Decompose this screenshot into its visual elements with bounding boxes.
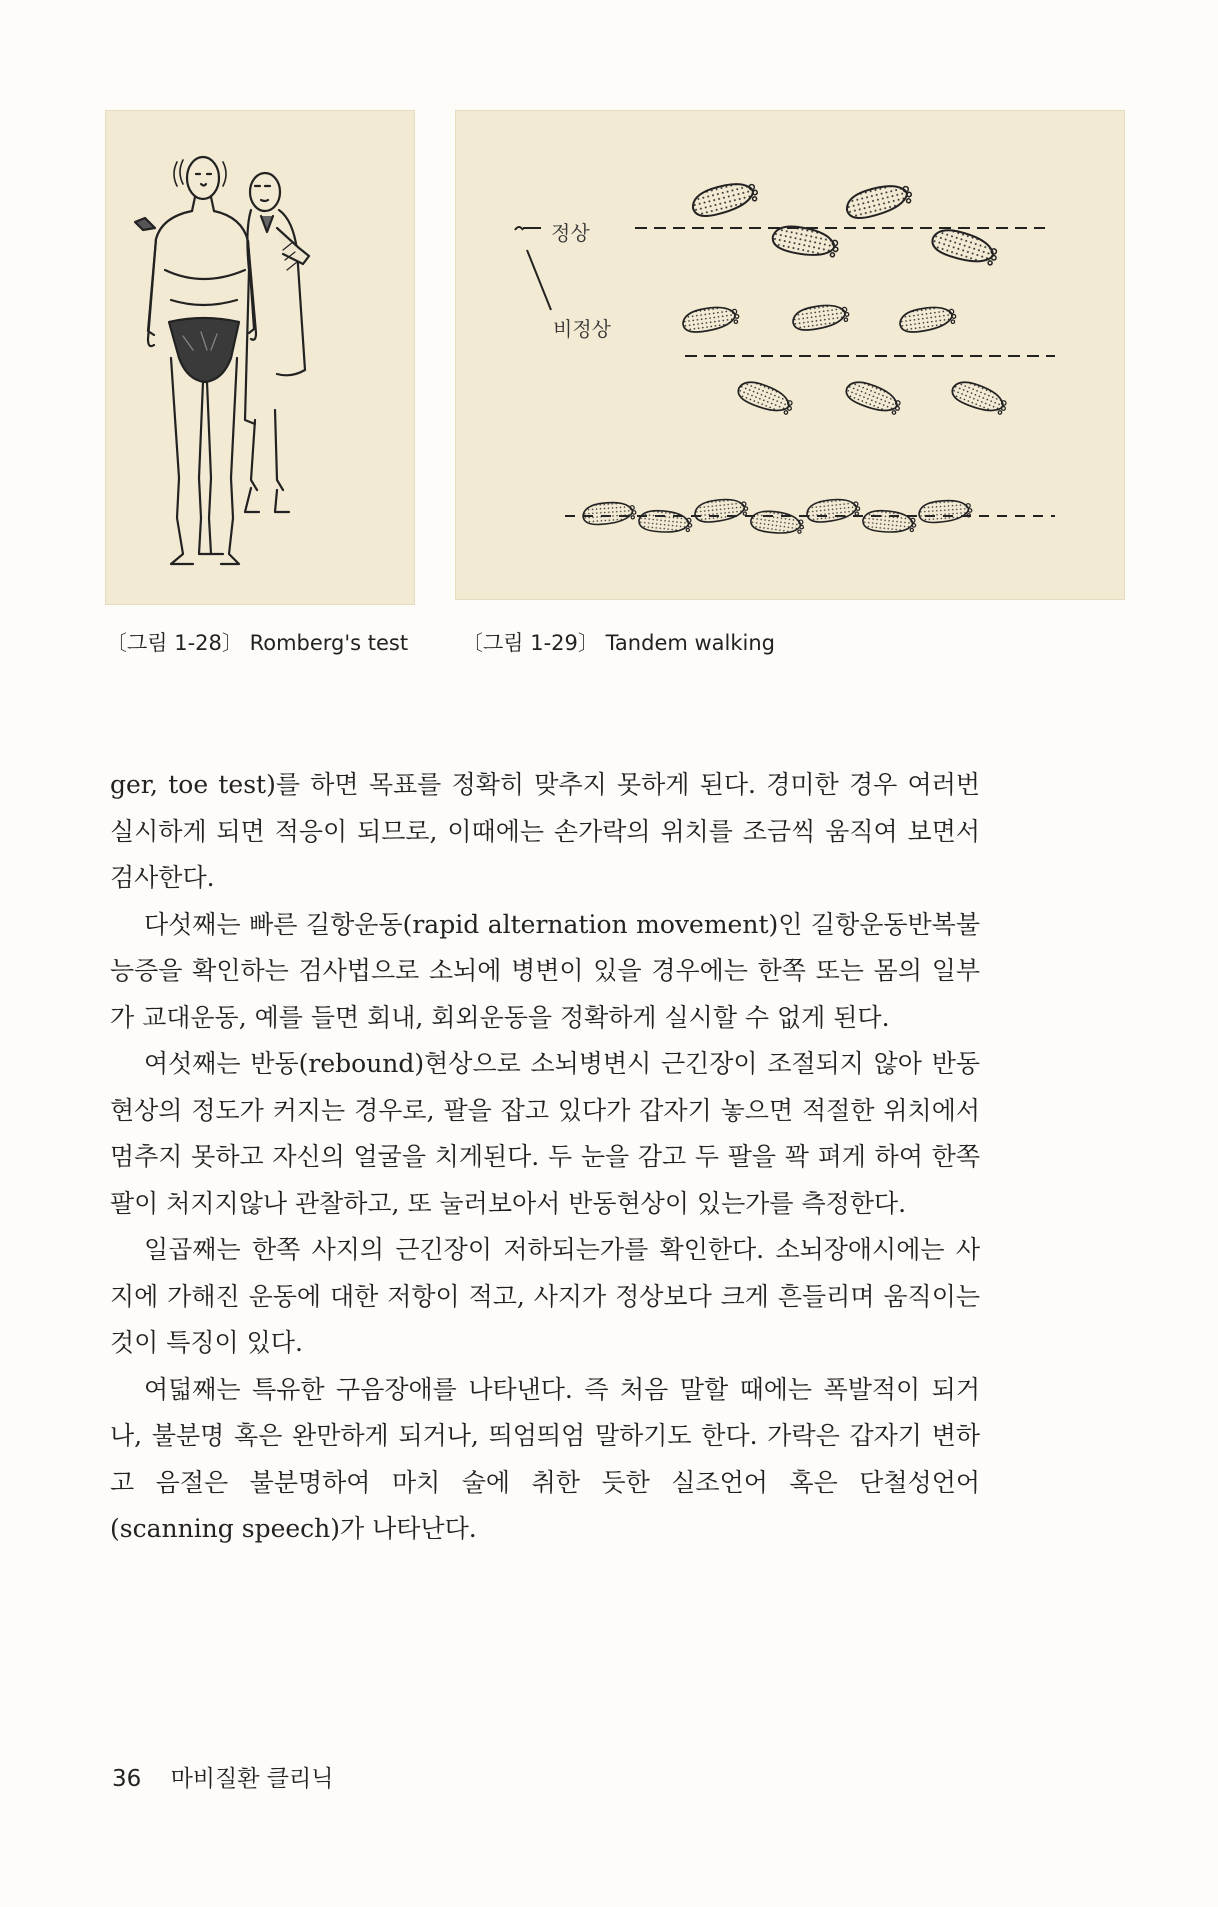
romberg-illustration — [105, 110, 415, 605]
label-normal: 정상 — [551, 221, 590, 245]
paragraph: 여섯째는 반동(rebound)현상으로 소뇌병변시 근긴장이 조절되지 않아 반동현상의 정도가 커지는 경우로, 팔을 잡고 있다가 갑자기 놓으면 적절한 위치에서 멈추지 못하고 자신의 얼굴을 치게된다. 두 눈을 감고 두 팔을 꽉 펴게 하여 한쪽 팔이 처지지않나 관찰하고, 또 눌러보아서 반동현상이 있는가를 측정한다. — [110, 1049, 980, 1218]
figure-caption-romberg: 〔그림 1-28〕 Romberg's test — [106, 631, 409, 655]
figure-tandem-walking — [455, 110, 1125, 600]
tandem-walking-diagram — [455, 110, 1125, 600]
figure-romberg-test — [105, 110, 415, 605]
book-title: 마비질환 클리닉 — [170, 1766, 334, 1792]
paragraph: 여덟째는 특유한 구음장애를 나타낸다. 즉 처음 말할 때에는 폭발적이 되거나, 불분명 혹은 완만하게 되거나, 띄엄띄엄 말하기도 한다. 가락은 갑자기 변하고 음절은 불분명하여 마치 술에 취한 듯한 실조언어 혹은 단철성언어(scanning speech)가 나타난다. — [110, 1374, 980, 1543]
label-abnormal: 비정상 — [553, 317, 611, 341]
page-number: 36 — [112, 1766, 142, 1792]
body-text — [110, 762, 980, 1553]
paragraph: 일곱째는 한쪽 사지의 근긴장이 저하되는가를 확인한다. 소뇌장애시에는 사지에 가해진 운동에 대한 저항이 적고, 사지가 정상보다 크게 흔들리며 움직이는 것이 특징이 있다. — [110, 1235, 980, 1357]
paragraph: 다섯째는 빠른 길항운동(rapid alternation movement)인 길항운동반복불능증을 확인하는 검사법으로 소뇌에 병변이 있을 경우에는 한쪽 또는 몸의 일부가 교대운동, 예를 들면 회내, 회외운동을 정확하게 실시할 수 없게 된다. — [110, 909, 980, 1032]
paragraph: ger, toe test)를 하면 목표를 정확히 맞추지 못하게 된다. 경미한 경우 여러번 실시하게 되면 적응이 되므로, 이때에는 손가락의 위치를 조금씩 움직여 보면서 검사한다. — [110, 770, 980, 892]
page-footer — [112, 1760, 355, 1793]
figure-caption-tandem: 〔그림 1-29〕 Tandem walking — [462, 631, 776, 655]
